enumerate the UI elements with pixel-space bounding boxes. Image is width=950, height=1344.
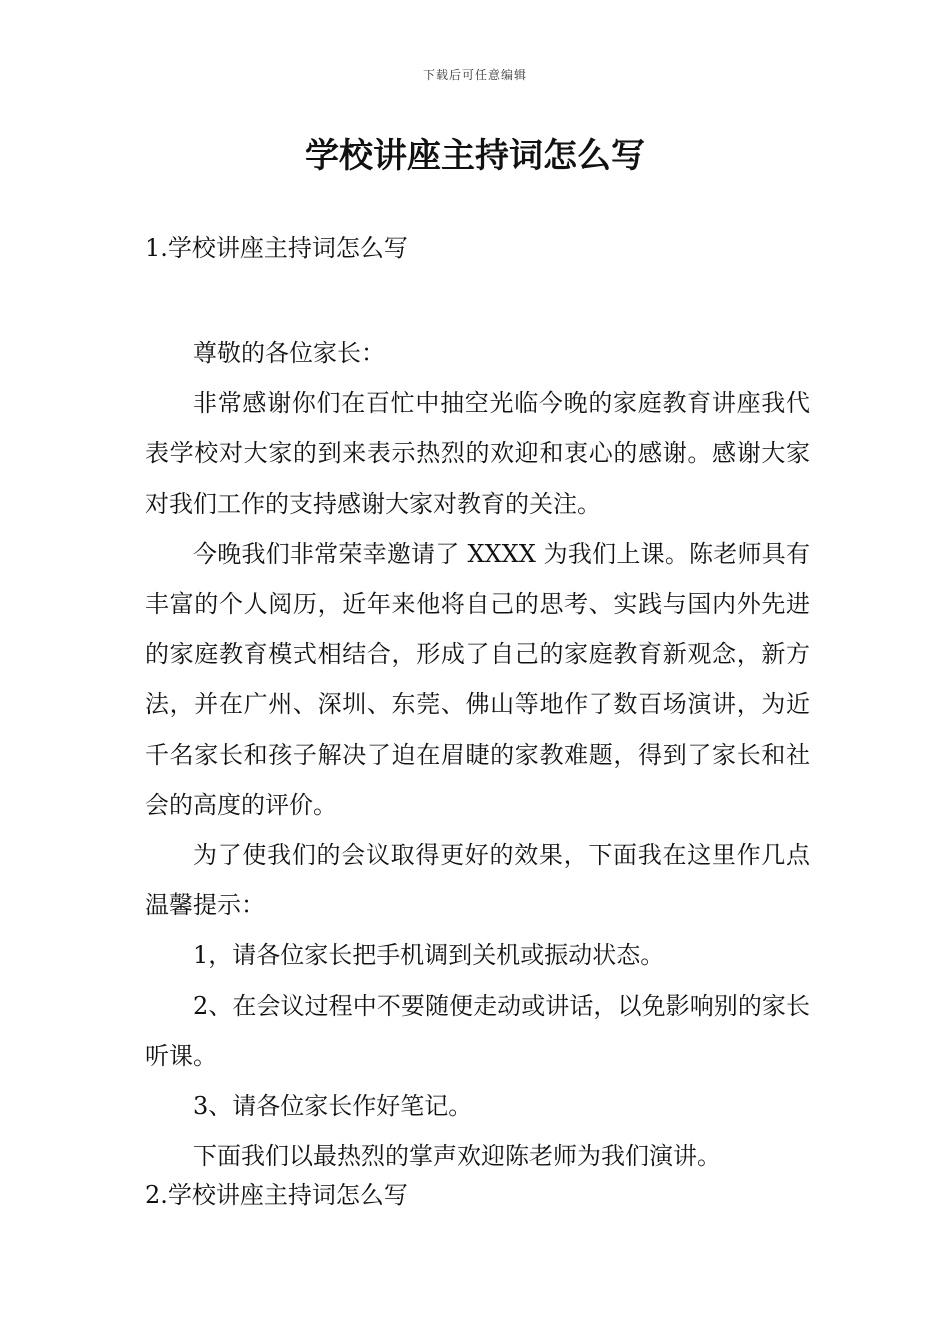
section-heading-2: 2.学校讲座主持词怎么写	[145, 1181, 408, 1209]
document-title: 学校讲座主持词怎么写	[305, 136, 645, 176]
paragraph-welcome: 下面我们以最热烈的掌声欢迎陈老师为我们演讲。	[193, 1142, 721, 1171]
paragraph-reminder-3: 3、请各位家长作好笔记。	[193, 1092, 473, 1121]
paragraph-reminder-1: 1，请各位家长把手机调到关机或振动状态。	[193, 941, 665, 970]
paragraph-reminder-2: 2、在会议过程中不要随便走动或讲话，以免影响别的家长听课。	[145, 991, 810, 1070]
document-body	[145, 328, 810, 1181]
paragraph-introduction: 今晚我们非常荣幸邀请了 XXXX 为我们上课。陈老师具有丰富的个人阅历，近年来他将自己的思考、实践与国内外先进的家庭教育模式相结合，形成了自己的家庭教育新观念，新方法，并在广州、深圳、东莞、佛山等地作了数百场演讲，为近千名家长和孩子解决了迫在眉睫的家教难题，得到了家长和社会的高度的评价。	[145, 539, 810, 819]
section-heading-1: 1.学校讲座主持词怎么写	[145, 234, 408, 262]
paragraph-salutation: 尊敬的各位家长：	[193, 339, 385, 367]
paragraph-reminder-intro: 为了使我们的会议取得更好的效果，下面我在这里作几点温馨提示：	[145, 841, 810, 920]
header-note: 下载后可任意编辑	[422, 68, 527, 82]
paragraph-thanks: 非常感谢你们在百忙中抽空光临今晚的家庭教育讲座我代表学校对大家的到来表示热烈的欢迎和衷心的感谢。感谢大家对我们工作的支持感谢大家对教育的关注。	[145, 389, 810, 518]
